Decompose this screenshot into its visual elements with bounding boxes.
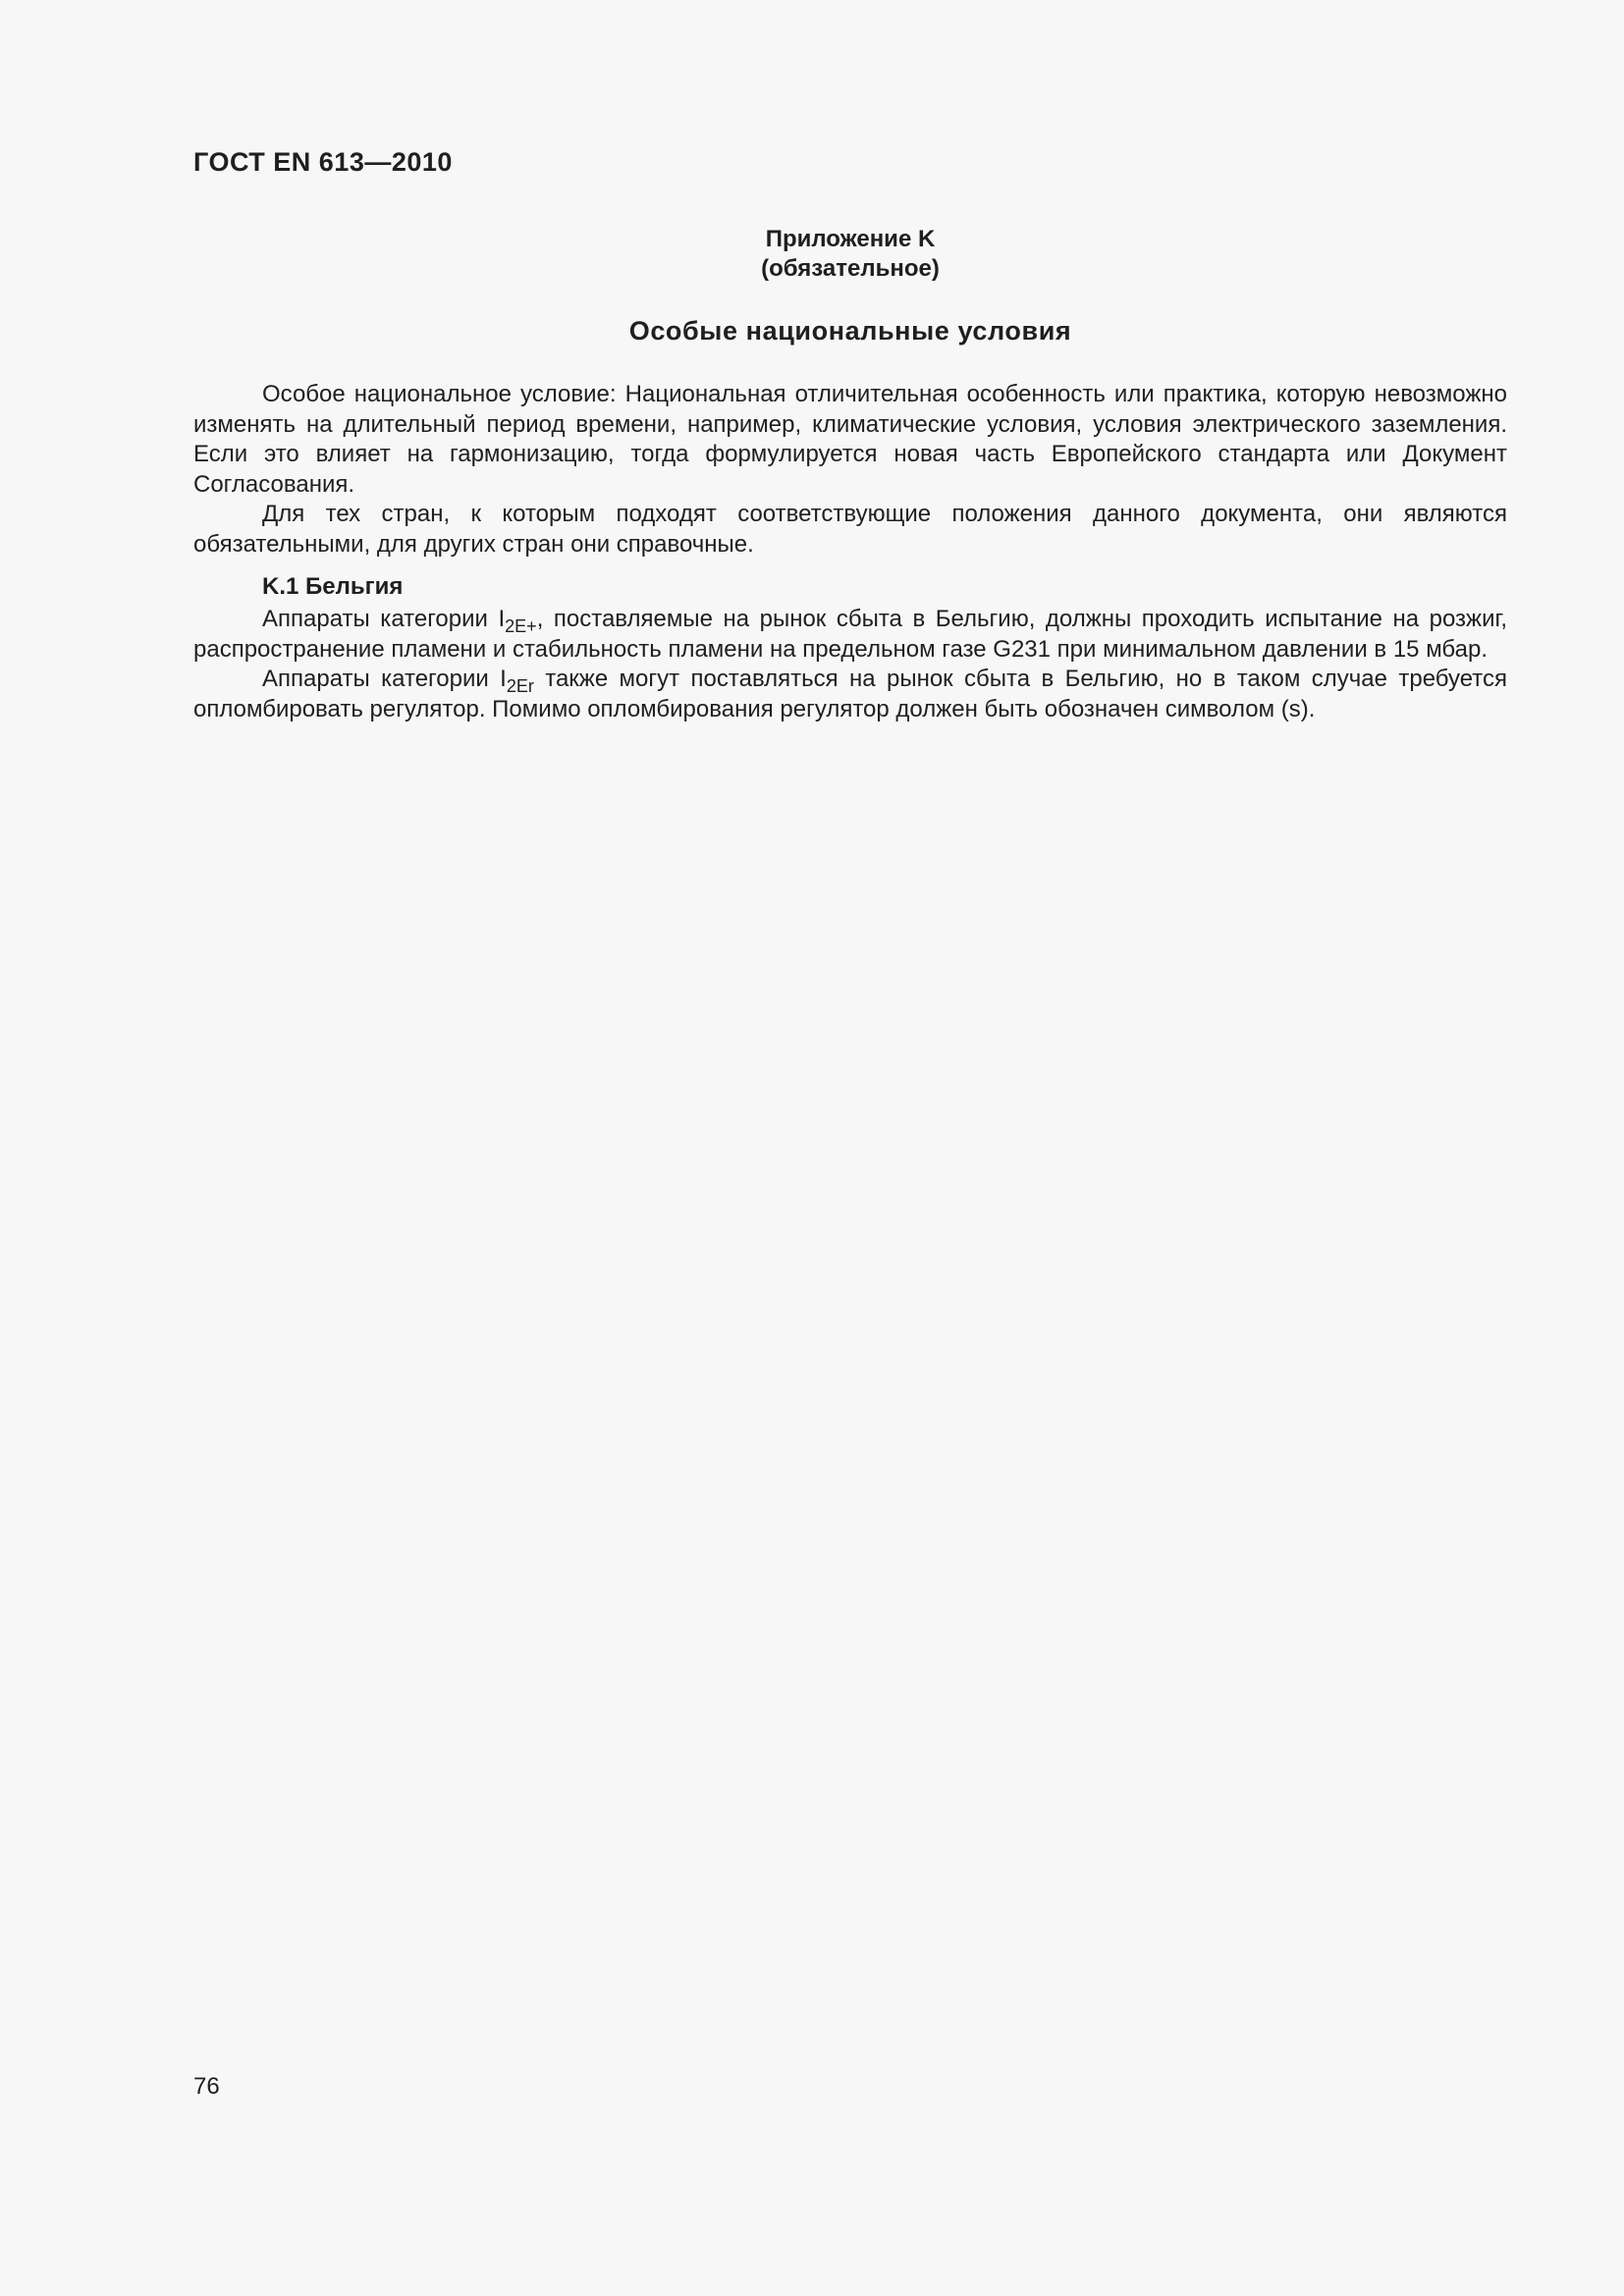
k1-p1-suffix: , поставляемые на рынок сбыта в Бельгию, должны проходить испытание на розжиг, распространение пламени и стабильность пламени на предельном газе G231 при минимальном давлении в 15 мбар. xyxy=(193,606,1508,663)
k1-p1-category-subscript: 2E+ xyxy=(505,616,537,636)
document-page xyxy=(193,0,1507,2296)
section-title: Особые национальные условия xyxy=(628,316,1072,346)
annex-heading xyxy=(193,225,1507,284)
intro-paragraph-1: Особое национальное условие: Национальная отличительная особенность или практика, которую невозможно изменять на длительный период времени, например, климатические условия, условия электрического заземления. Если это влияет на гармонизацию, тогда формулируется новая часть Европейского стандарта или Документ Согласования. xyxy=(193,381,1507,498)
annex-title: Приложение K xyxy=(765,226,936,252)
annex-status: (обязательное) xyxy=(761,255,940,282)
k1-p2-category-subscript: 2Er xyxy=(506,676,534,696)
subsection-heading-k1: K.1 Бельгия xyxy=(262,573,404,600)
body-text xyxy=(193,380,1507,724)
intro-paragraph-2: Для тех стран, к которым подходят соответствующие положения данного документа, они являются обязательными, для других стран они справочные. xyxy=(193,501,1507,558)
k1-p1-prefix: Аппараты категории I xyxy=(262,606,506,632)
k1-p2-prefix: Аппараты категории I xyxy=(262,666,507,692)
k1-paragraph-2 xyxy=(193,665,1507,724)
document-code-header: ГОСТ EN 613—2010 xyxy=(193,147,453,177)
page-number: 76 xyxy=(193,2073,220,2100)
k1-paragraph-1 xyxy=(193,605,1507,665)
k1-p2-suffix: также могут поставляться на рынок сбыта в Бельгию, но в таком случае требуется опломбировать регулятор. Помимо опломбирования регулятор должен быть обозначен символом (s). xyxy=(193,666,1507,722)
